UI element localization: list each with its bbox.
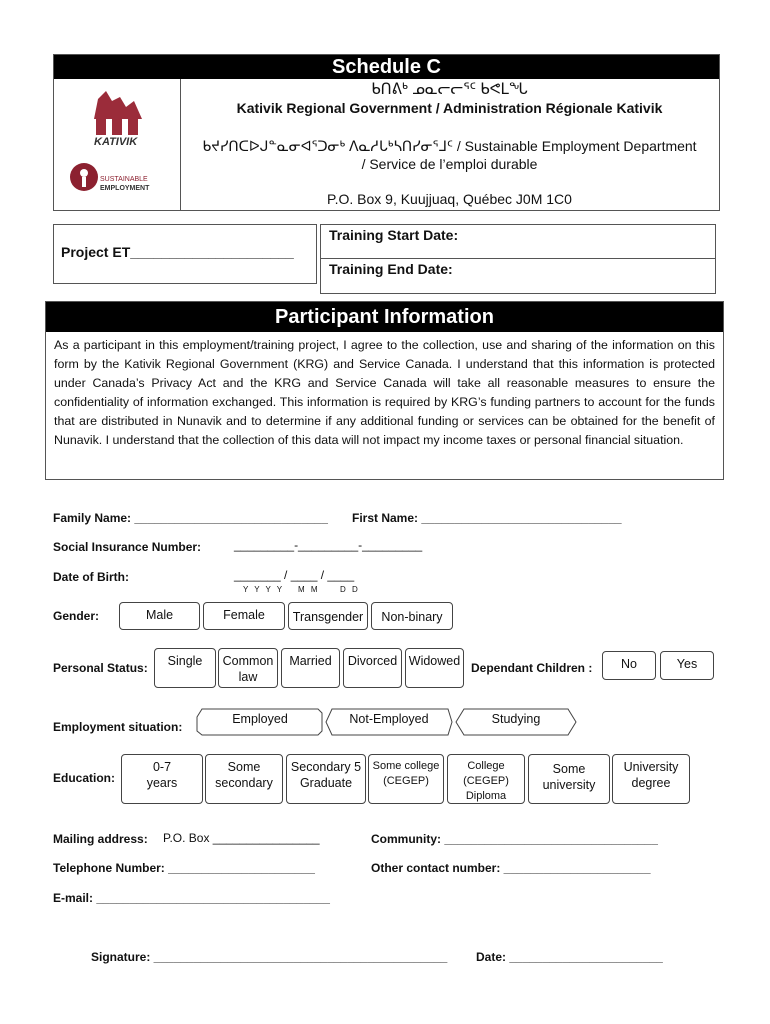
dob-label: Date of Birth:	[53, 570, 129, 584]
telephone-field[interactable]: Telephone Number: ______________________	[53, 861, 315, 875]
dependant-children-label: Dependant Children :	[471, 661, 593, 675]
project-field[interactable]: Project ET_____________________	[61, 244, 294, 260]
community-field[interactable]: Community: ________________________________	[371, 832, 658, 846]
status-option-common-law[interactable]: Common law	[218, 648, 278, 688]
employment-option-studying[interactable]: Studying	[491, 712, 541, 726]
gender-option-female[interactable]: Female	[203, 602, 285, 630]
header-block	[53, 54, 720, 211]
sin-field[interactable]: _________-_________-_________	[234, 538, 423, 552]
education-option-some-university[interactable]: Some university	[528, 754, 610, 804]
family-name-field[interactable]: Family Name: _____________________________	[53, 511, 328, 525]
mailing-address-field[interactable]: P.O. Box ________________	[163, 831, 320, 845]
other-contact-field[interactable]: Other contact number: ______________________	[371, 861, 651, 875]
employment-option-not-employed[interactable]: Not-Employed	[349, 712, 429, 726]
education-option-secondary-5[interactable]: Secondary 5 Graduate	[286, 754, 366, 804]
employment-logo-text: EMPLOYMENT	[100, 185, 150, 192]
children-option-no[interactable]: No	[602, 651, 656, 680]
gender-option-non-binary[interactable]: Non-binary	[371, 602, 453, 630]
date-field[interactable]: Date: _______________________	[476, 950, 663, 964]
education-option-0-7-years[interactable]: 0-7 years	[121, 754, 203, 804]
kativik-letter-shape	[112, 113, 122, 135]
schedule-title: Schedule C	[54, 55, 719, 79]
status-option-widowed[interactable]: Widowed	[405, 648, 464, 688]
consent-text: As a participant in this employment/training project, I agree to the collection, use and sharing of the information on this form by the Kativik Regional Government (KRG) and Service Canada. I understand that this information is protected under Canada’s Privacy Act and the KRG and Service Canada will take all reasonable measures to ensure the confidentiality of information exchanged. This information is required by KRG’s funding partners to account for the funds that are distributed in Nunavik and to determine if any additional funding or services can be obtained for the benefit of Nunavik. I understand that the collection of this data will not impact my income taxes or personal financial situation.	[54, 338, 715, 447]
dob-month-hint: M M	[298, 585, 320, 594]
participant-info-box	[45, 301, 724, 480]
department-line-2: / Service de l’emploi durable	[361, 156, 538, 172]
department-line-1: ᑲᔪᓯᑎᑕᐅᒍᓐᓇᓂᐊᕐᑐᓂᒃ ᐱᓇᓱᒐᒃᓴᑎᓯᓂᕐᒧᑦ / Sustainable Employment Department	[202, 138, 697, 154]
first-name-field[interactable]: First Name: ______________________________	[352, 511, 622, 525]
gender-label: Gender:	[53, 609, 100, 623]
dob-year-hint: Y Y Y Y	[243, 585, 285, 594]
sin-label: Social Insurance Number:	[53, 540, 202, 554]
employment-option-employed[interactable]: Employed	[232, 712, 288, 726]
status-option-married[interactable]: Married	[281, 648, 340, 688]
participant-info-heading: Participant Information	[46, 302, 723, 332]
status-option-divorced[interactable]: Divorced	[343, 648, 402, 688]
gender-option-transgender[interactable]: Transgender	[288, 602, 368, 630]
education-option-college-diploma[interactable]: College (CEGEP) Diploma	[447, 754, 525, 804]
education-option-some-college[interactable]: Some college (CEGEP)	[368, 754, 444, 804]
kativik-logo-text: KATIVIK	[94, 136, 138, 148]
project-box	[53, 224, 317, 284]
dob-day-hint: D D	[340, 585, 360, 594]
education-option-university-degree[interactable]: University degree	[612, 754, 690, 804]
syllabic-title: ᑲᑎᕕᒃ ᓄᓇᓕᓕᕐᑦ ᑲᕙᒪᖓ	[371, 81, 528, 98]
dob-field[interactable]: _______ / ____ / ____	[234, 568, 355, 582]
org-name: Kativik Regional Government / Administration Régionale Kativik	[236, 100, 663, 116]
email-field[interactable]: E-mail: ___________________________________	[53, 891, 330, 905]
figure-body-icon	[82, 177, 86, 187]
education-option-some-secondary[interactable]: Some secondary	[205, 754, 283, 804]
sustainable-logo-text: SUSTAINABLE	[100, 176, 148, 183]
kativik-letter-shape	[128, 113, 138, 135]
training-start-field[interactable]: Training Start Date:	[329, 227, 459, 243]
kativik-logo	[54, 79, 180, 209]
logo-column	[54, 79, 181, 210]
employment-situation-label: Employment situation:	[53, 720, 183, 734]
education-label: Education:	[53, 771, 115, 785]
address: P.O. Box 9, Kuujjuaq, Québec J0M 1C0	[327, 191, 572, 207]
figure-head-icon	[80, 169, 88, 177]
mailing-address-label: Mailing address:	[53, 832, 148, 846]
gender-option-male[interactable]: Male	[119, 602, 200, 630]
divider	[321, 258, 715, 259]
signature-field[interactable]: Signature: ____________________________________________	[91, 950, 448, 964]
kativik-letter-shape	[96, 113, 106, 135]
children-option-yes[interactable]: Yes	[660, 651, 714, 680]
training-end-field[interactable]: Training End Date:	[329, 261, 453, 277]
training-dates-box	[320, 224, 716, 294]
personal-status-label: Personal Status:	[53, 661, 148, 675]
status-option-single[interactable]: Single	[154, 648, 216, 688]
